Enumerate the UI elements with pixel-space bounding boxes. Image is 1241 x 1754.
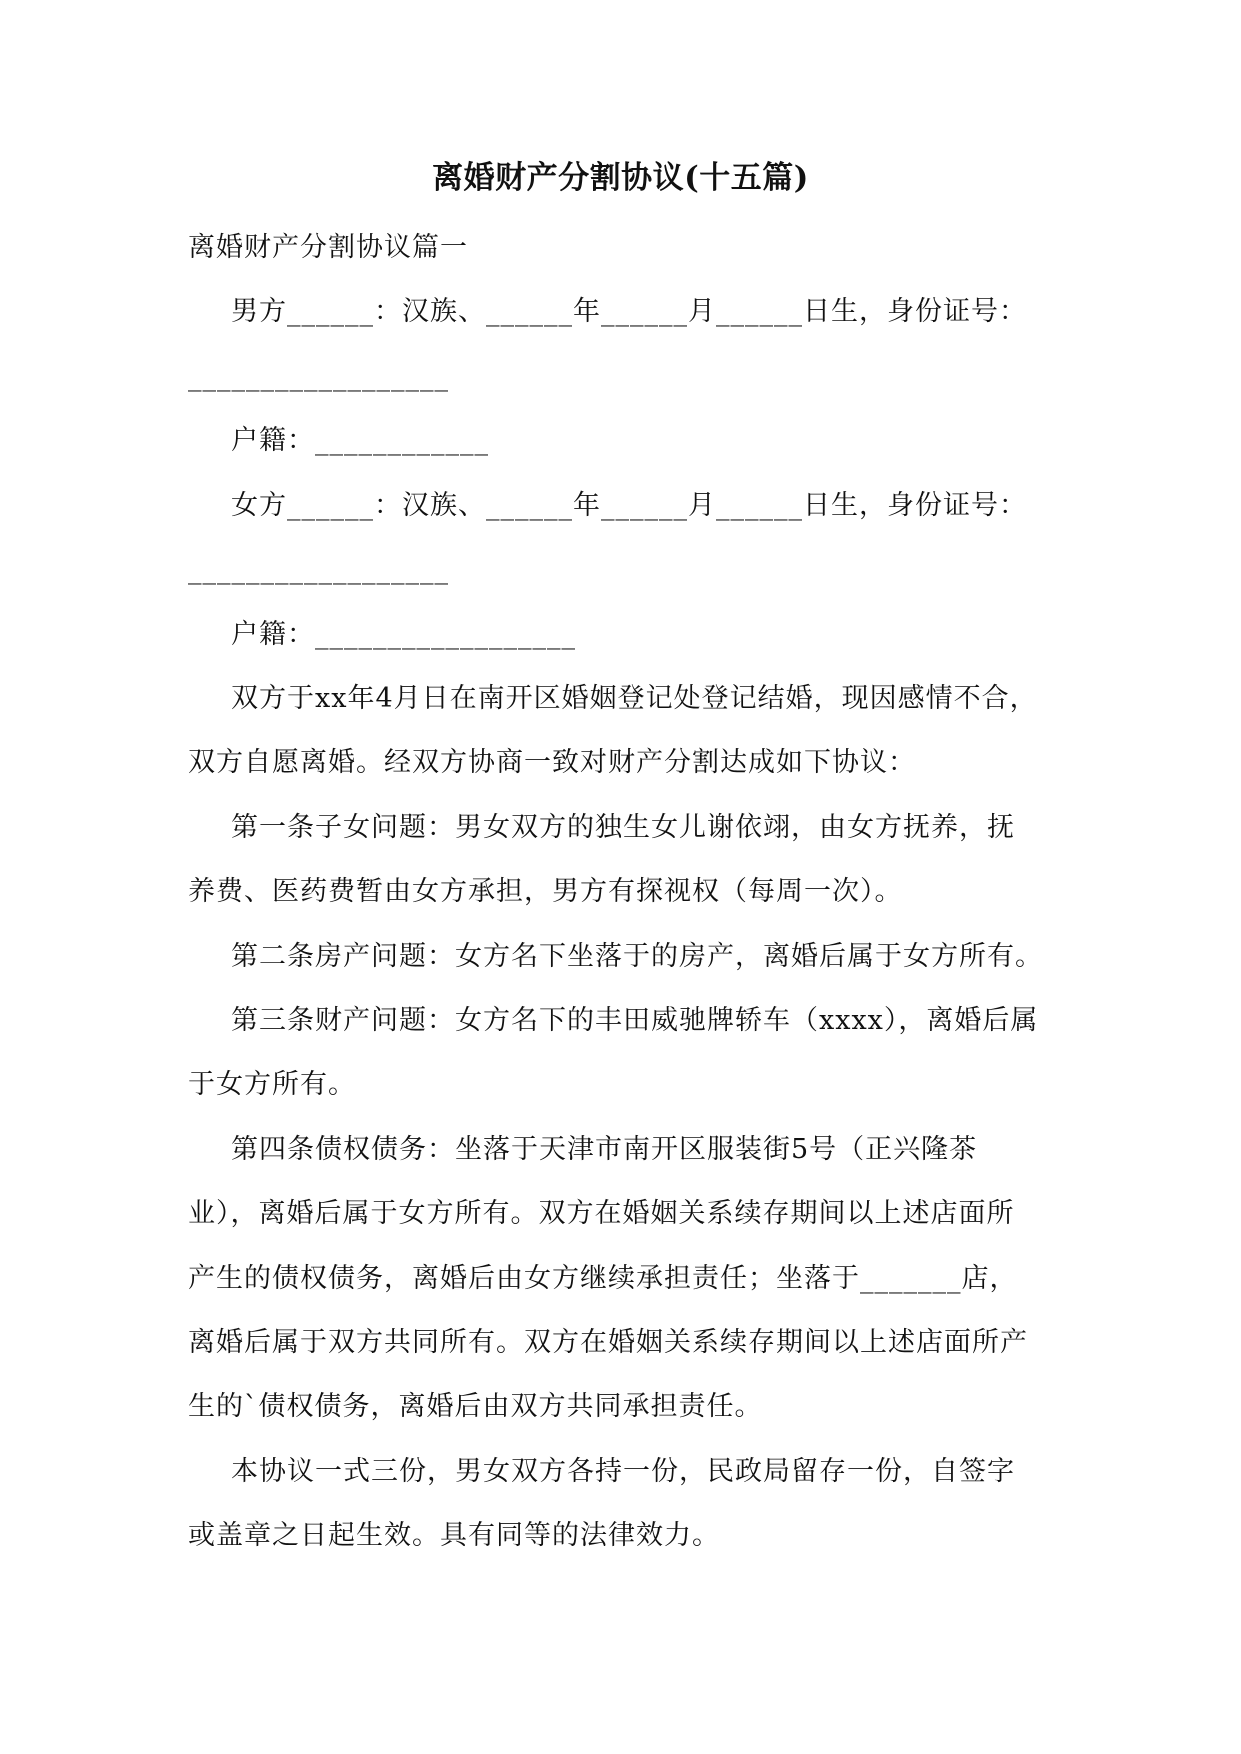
female-id-blank: __________________ xyxy=(188,554,449,585)
male-residence-line: 户籍：____________ xyxy=(231,425,489,456)
closing-line: 或盖章之日起生效。具有同等的法律效力。 xyxy=(188,1520,720,1551)
clause-4-line: 业），离婚后属于女方所有。双方在婚姻关系续存期间以上述店面所 xyxy=(188,1198,1015,1229)
paragraph-line: 双方于xx年4月日在南开区婚姻登记处登记结婚，现因感情不合， xyxy=(231,683,1038,714)
clause-1-line: 养费、医药费暂由女方承担，男方有探视权（每周一次）。 xyxy=(188,876,903,907)
document-title: 离婚财产分割协议(十五篇) xyxy=(432,160,809,196)
male-id-blank: __________________ xyxy=(188,361,449,392)
section-heading: 离婚财产分割协议篇一 xyxy=(188,232,468,263)
clause-3-line: 第三条财产问题：女方名下的丰田威驰牌轿车（xxxx），离婚后属 xyxy=(231,1005,1039,1036)
closing-line: 本协议一式三份，男女双方各持一份，民政局留存一份，自签字 xyxy=(231,1456,1015,1487)
male-party-line: 男方______：汉族、______年______月______日生，身份证号： xyxy=(231,296,1027,327)
clause-3-line: 于女方所有。 xyxy=(188,1069,356,1100)
paragraph-line: 双方自愿离婚。经双方协商一致对财产分割达成如下协议： xyxy=(188,747,916,778)
clause-1-line: 第一条子女问题：男女双方的独生女儿谢依翊，由女方抚养，抚 xyxy=(231,812,1015,843)
clause-4-line: 第四条债权债务：坐落于天津市南开区服装街5号（正兴隆茶 xyxy=(231,1134,978,1165)
female-party-line: 女方______：汉族、______年______月______日生，身份证号： xyxy=(231,490,1027,521)
clause-4-line: 产生的债权债务，离婚后由女方继续承担责任；坐落于_______店， xyxy=(188,1263,1018,1294)
female-residence-line: 户籍：__________________ xyxy=(231,619,576,650)
clause-2-line: 第二条房产问题：女方名下坐落于的房产，离婚后属于女方所有。 xyxy=(231,941,1043,972)
clause-4-line: 离婚后属于双方共同所有。双方在婚姻关系续存期间以上述店面所产 xyxy=(188,1327,1028,1358)
clause-4-line: 生的`债权债务，离婚后由双方共同承担责任。 xyxy=(188,1391,763,1422)
